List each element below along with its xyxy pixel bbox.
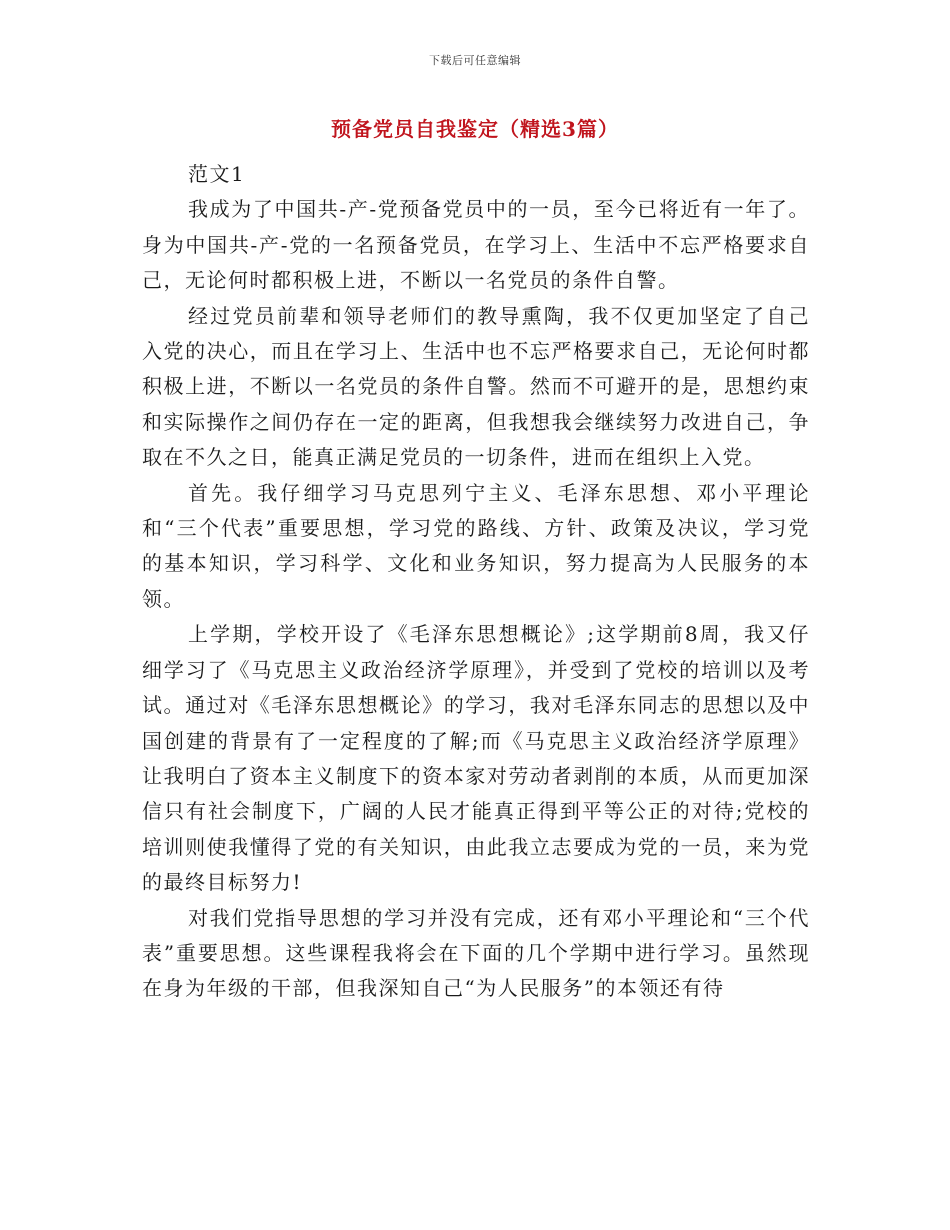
header-note: 下载后可任意编辑	[429, 54, 521, 67]
paragraph: 对我们党指导思想的学习并没有完成，还有邓小平理论和“三个代表”重要思想。这些课程我将会在下面的几个学期中进行学习。虽然现在身为年级的干部，但我深知自己“为人民服务”的本领还有待	[142, 905, 810, 1001]
paragraph: 首先。我仔细学习马克思列宁主义、毛泽东思想、邓小平理论和“三个代表”重要思想，学习党的路线、方针、政策及决议，学习党的基本知识，学习科学、文化和业务知识，努力提高为人民服务的本领。	[142, 480, 810, 611]
document-title: 预备党员自我鉴定（精选3篇）	[331, 117, 619, 141]
document-body	[142, 157, 810, 1007]
paragraph: 经过党员前辈和领导老师们的教导熏陶，我不仅更加坚定了自己入党的决心，而且在学习上、生活中也不忘严格要求自己，无论何时都积极上进，不断以一名党员的条件自警。然而不可避开的是，思想约束和实际操作之间仍存在一定的距离，但我想我会继续努力改进自己，争取在不久之日，能真正满足党员的一切条件，进而在组织上入党。	[142, 303, 810, 470]
paragraph: 上学期，学校开设了《毛泽东思想概论》;这学期前8周，我又仔细学习了《马克思主义政治经济学原理》，并受到了党校的培训以及考试。通过对《毛泽东思想概论》的学习，我对毛泽东同志的思想以及中国创建的背景有了一定程度的了解;而《马克思主义政治经济学原理》让我明白了资本主义制度下的资本家对劳动者剥削的本质，从而更加深信只有社会制度下，广阔的人民才能真正得到平等公正的对待;党校的培训则使我懂得了党的有关知识，由此我立志要成为党的一员，来为党的最终目标努力!	[142, 622, 810, 895]
paragraph: 我成为了中国共-产-党预备党员中的一员，至今已将近有一年了。身为中国共-产-党的一名预备党员，在学习上、生活中不忘严格要求自己，无论何时都积极上进，不断以一名党员的条件自警。	[142, 197, 810, 293]
section-label: 范文1	[188, 162, 246, 186]
